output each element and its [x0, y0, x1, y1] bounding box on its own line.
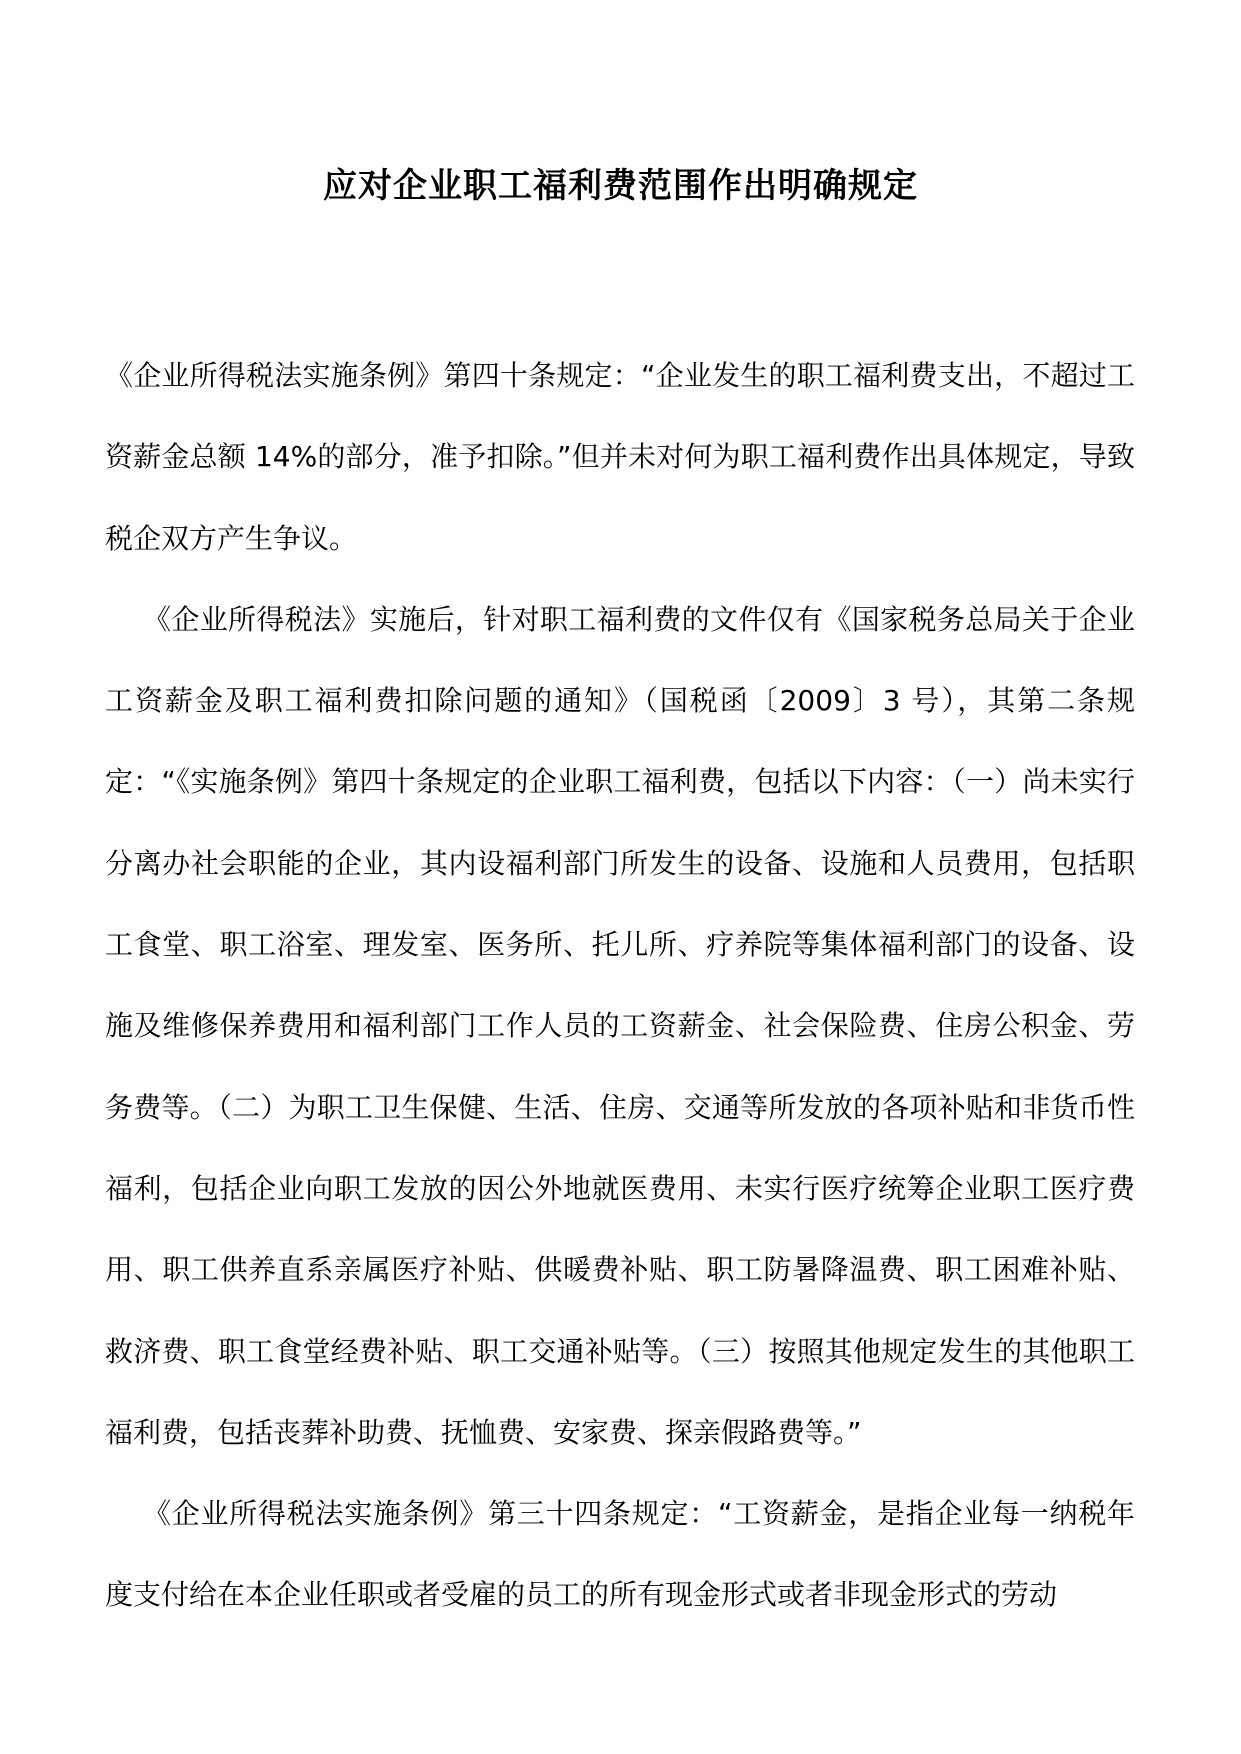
document-body: [105, 335, 1135, 1636]
paragraph-3: 《企业所得税法实施条例》第三十四条规定：“工资薪金，是指企业每一纳税年度支付给在本企业任职或者受雇的员工的所有现金形式或者非现金形式的劳动: [105, 1497, 1135, 1612]
paragraph-2: 《企业所得税法》实施后，针对职工福利费的文件仅有《国家税务总局关于企业工资薪金及职工福利费扣除问题的通知》（国税函〔2009〕3 号），其第二条规定：“《实施条例》第四十条规定的企业职工福利费，包括以下内容：（一）尚未实行分离办社会职能的企业，其内设福利部门所发生的设备、设施和人员费用，包括职工食堂、职工浴室、理发室、医务所、托儿所、疗养院等集体福利部门的设备、设施及维修保养费用和福利部门工作人员的工资薪金、社会保险费、住房公积金、劳务费等。（二）为职工卫生保健、生活、住房、交通等所发放的各项补贴和非货币性福利，包括企业向职工发放的因公外地就医费用、未实行医疗统筹企业职工医疗费用、职工供养直系亲属医疗补贴、供暖费补贴、职工防暑降温费、职工困难补贴、救济费、职工食堂经费补贴、职工交通补贴等。（三）按照其他规定发生的其他职工福利费，包括丧葬补助费、抚恤费、安家费、探亲假路费等。”: [105, 602, 1135, 1449]
document-title: 应对企业职工福利费范围作出明确规定: [323, 166, 918, 206]
paragraph-1: 《企业所得税法实施条例》第四十条规定：“企业发生的职工福利费支出，不超过工资薪金总额 14%的部分，准予扣除。”但并未对何为职工福利费作出具体规定，导致税企双方产生争议。: [105, 359, 1135, 555]
